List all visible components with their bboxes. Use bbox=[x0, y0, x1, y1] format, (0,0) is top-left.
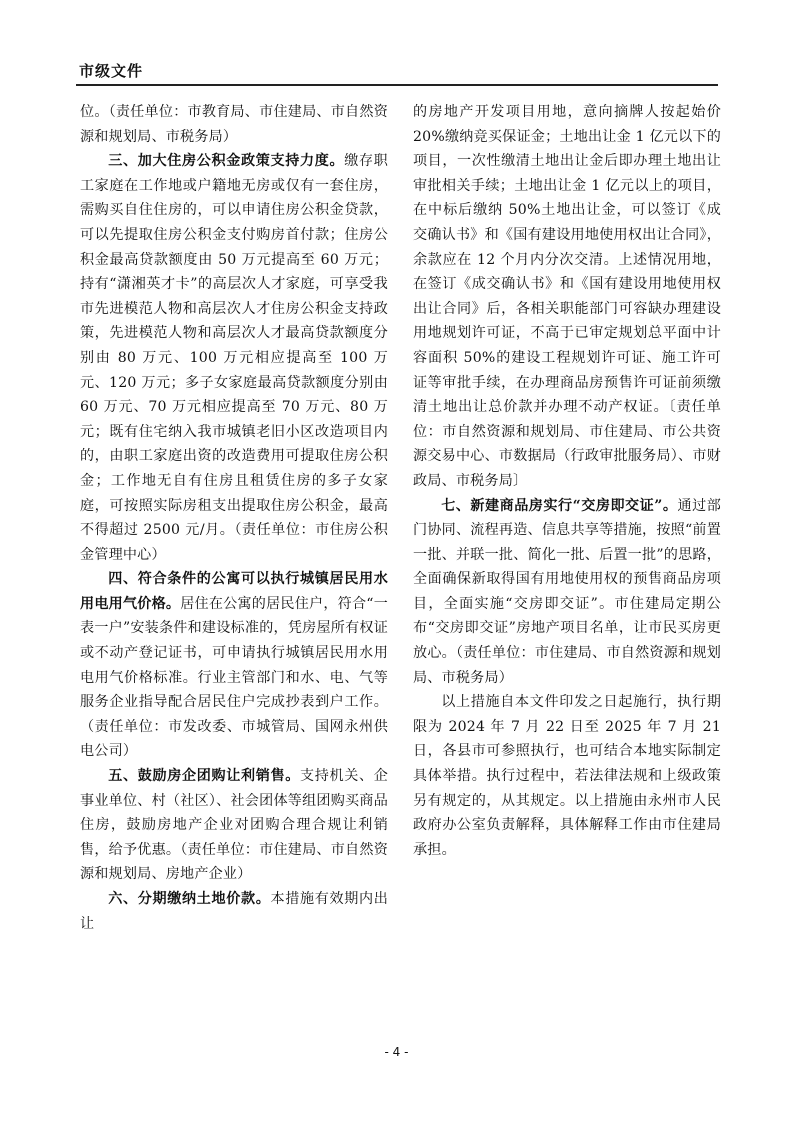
document-header-title: 市级文件 bbox=[79, 62, 144, 80]
continued-paragraph: 位。（责任单位：市教育局、市住建局、市自然资源和规划局、市税务局） bbox=[80, 104, 388, 145]
section-4-body: 居住在公寓的居民住户，符合“一表一户”安装条件和建设标准的，凭房屋所有权证或不动产登记证书，可申请执行城镇居民用水用电用气价格标准。行业主管部门和水、电、气等服务企业指导配合居民住户完成抄表到户工作。（责任单位：市发改委、市城管局、国网永州供电公司） bbox=[80, 595, 388, 760]
section-4-heading: 四、符合条件的公寓可以执行城镇居民用水用电用气价格。 bbox=[80, 571, 388, 612]
page-number: - 4 - bbox=[384, 1045, 409, 1059]
closing-paragraph: 以上措施自本文件印发之日起施行，执行期限为 2024 年 7 月 22 日至 2025 年 7 月 21 日，各县市可参照执行，也可结合本地实际制定具体举措。执行过程中，若法律法规和上级政策另有规定的，从其规定。以上措施由永州市人民政府办公室负责解释，具体解释工作由市住建局承担。 bbox=[413, 694, 721, 858]
section-3-body: 缴存职工家庭在工作地或户籍地无房或仅有一套住房，需购买自住住房的，可以申请住房公积金贷款，可以先提取住房公积金支付购房首付款；住房公积金最高贷款额度由 50 万元提高至 60 万元；持有“潇湘英才卡”的高层次人才家庭，可享受我市先进模范人物和高层次人才住房公积金支持政策，先进模范人物和高层次人才最高贷款额度分别由 80 万元、100 万元相应提高至 100 万元、120 万元；多子女家庭最高贷款额度分别由 60 万元、70 万元相应提高至 70 万元、80 万元；既有住宅纳入我市城镇老旧小区改造项目内的，由职工家庭出资的改造费用可提取住房公积金；工作地无自有住房且租赁住房的多子女家庭，可按照实际房租支出提取住房公积金，最高不得超过 2500 元/月。（责任单位：市住房公积金管理中心） bbox=[80, 153, 388, 563]
section-5-heading: 五、鼓励房企团购让利销售。 bbox=[108, 768, 300, 785]
section-7 bbox=[413, 494, 721, 691]
section-7-heading: 七、新建商品房实行“交房即交证”。 bbox=[441, 497, 678, 514]
section-6-heading: 六、分期缴纳土地价款。 bbox=[108, 891, 271, 907]
left-column bbox=[80, 100, 388, 936]
section-5-body: 支持机关、企事业单位、村（社区）、社会团体等组团购买商品住房，鼓励房地产企业对团购合理合规让利销售，给予优惠。（责任单位：市住建局、市自然资源和规划局、房地产企业） bbox=[80, 768, 388, 883]
section-3-heading: 三、加大住房公积金政策支持力度。 bbox=[108, 153, 345, 170]
section-6-continued: 的房地产开发项目用地，意向摘牌人按起始价 20%缴纳竞买保证金；土地出让金 1 亿元以下的项目，一次性缴清土地出让金后即办理土地出让审批相关手续；土地出让金 1 亿元以上的项目，在中标后缴纳 50%土地出让金，可以签订《成交确认书》和《国有建设用地使用权出让合同》，余款应在 12 个月内分次交清。上述情况用地，在签订《成交确认书》和《国有建设用地使用权出让合同》后，各相关职能部门可容缺办理建设用地规划许可证，不高于已审定规划总平面中计容面积 50%的建设工程规划许可证、施工许可证等审批手续，在办理商品房预售许可证前须缴清土地出让总价款并办理不动产权证。〔责任单位：市自然资源和规划局、市住建局、市公共资源交易中心、市数据局（行政审批服务局）、市财政局、市税务局〕 bbox=[413, 104, 721, 489]
section-3 bbox=[80, 149, 388, 567]
header-divider bbox=[76, 84, 718, 86]
section-4 bbox=[80, 567, 388, 764]
section-6-body: 本措施有效期内出让 bbox=[80, 891, 388, 932]
section-6 bbox=[80, 887, 388, 936]
section-7-body: 通过部门协同、流程再造、信息共享等措施，按照“前置一批、并联一批、简化一批、后置一批”的思路，全面确保新取得国有用地使用权的预售商品房项目，全面实施“交房即交证”。市住建局定期公布“交房即交证”房地产项目名单，让市民买房更放心。（责任单位：市住建局、市自然资源和规划局、市税务局） bbox=[413, 497, 721, 686]
right-column bbox=[413, 100, 721, 862]
section-5 bbox=[80, 764, 388, 887]
